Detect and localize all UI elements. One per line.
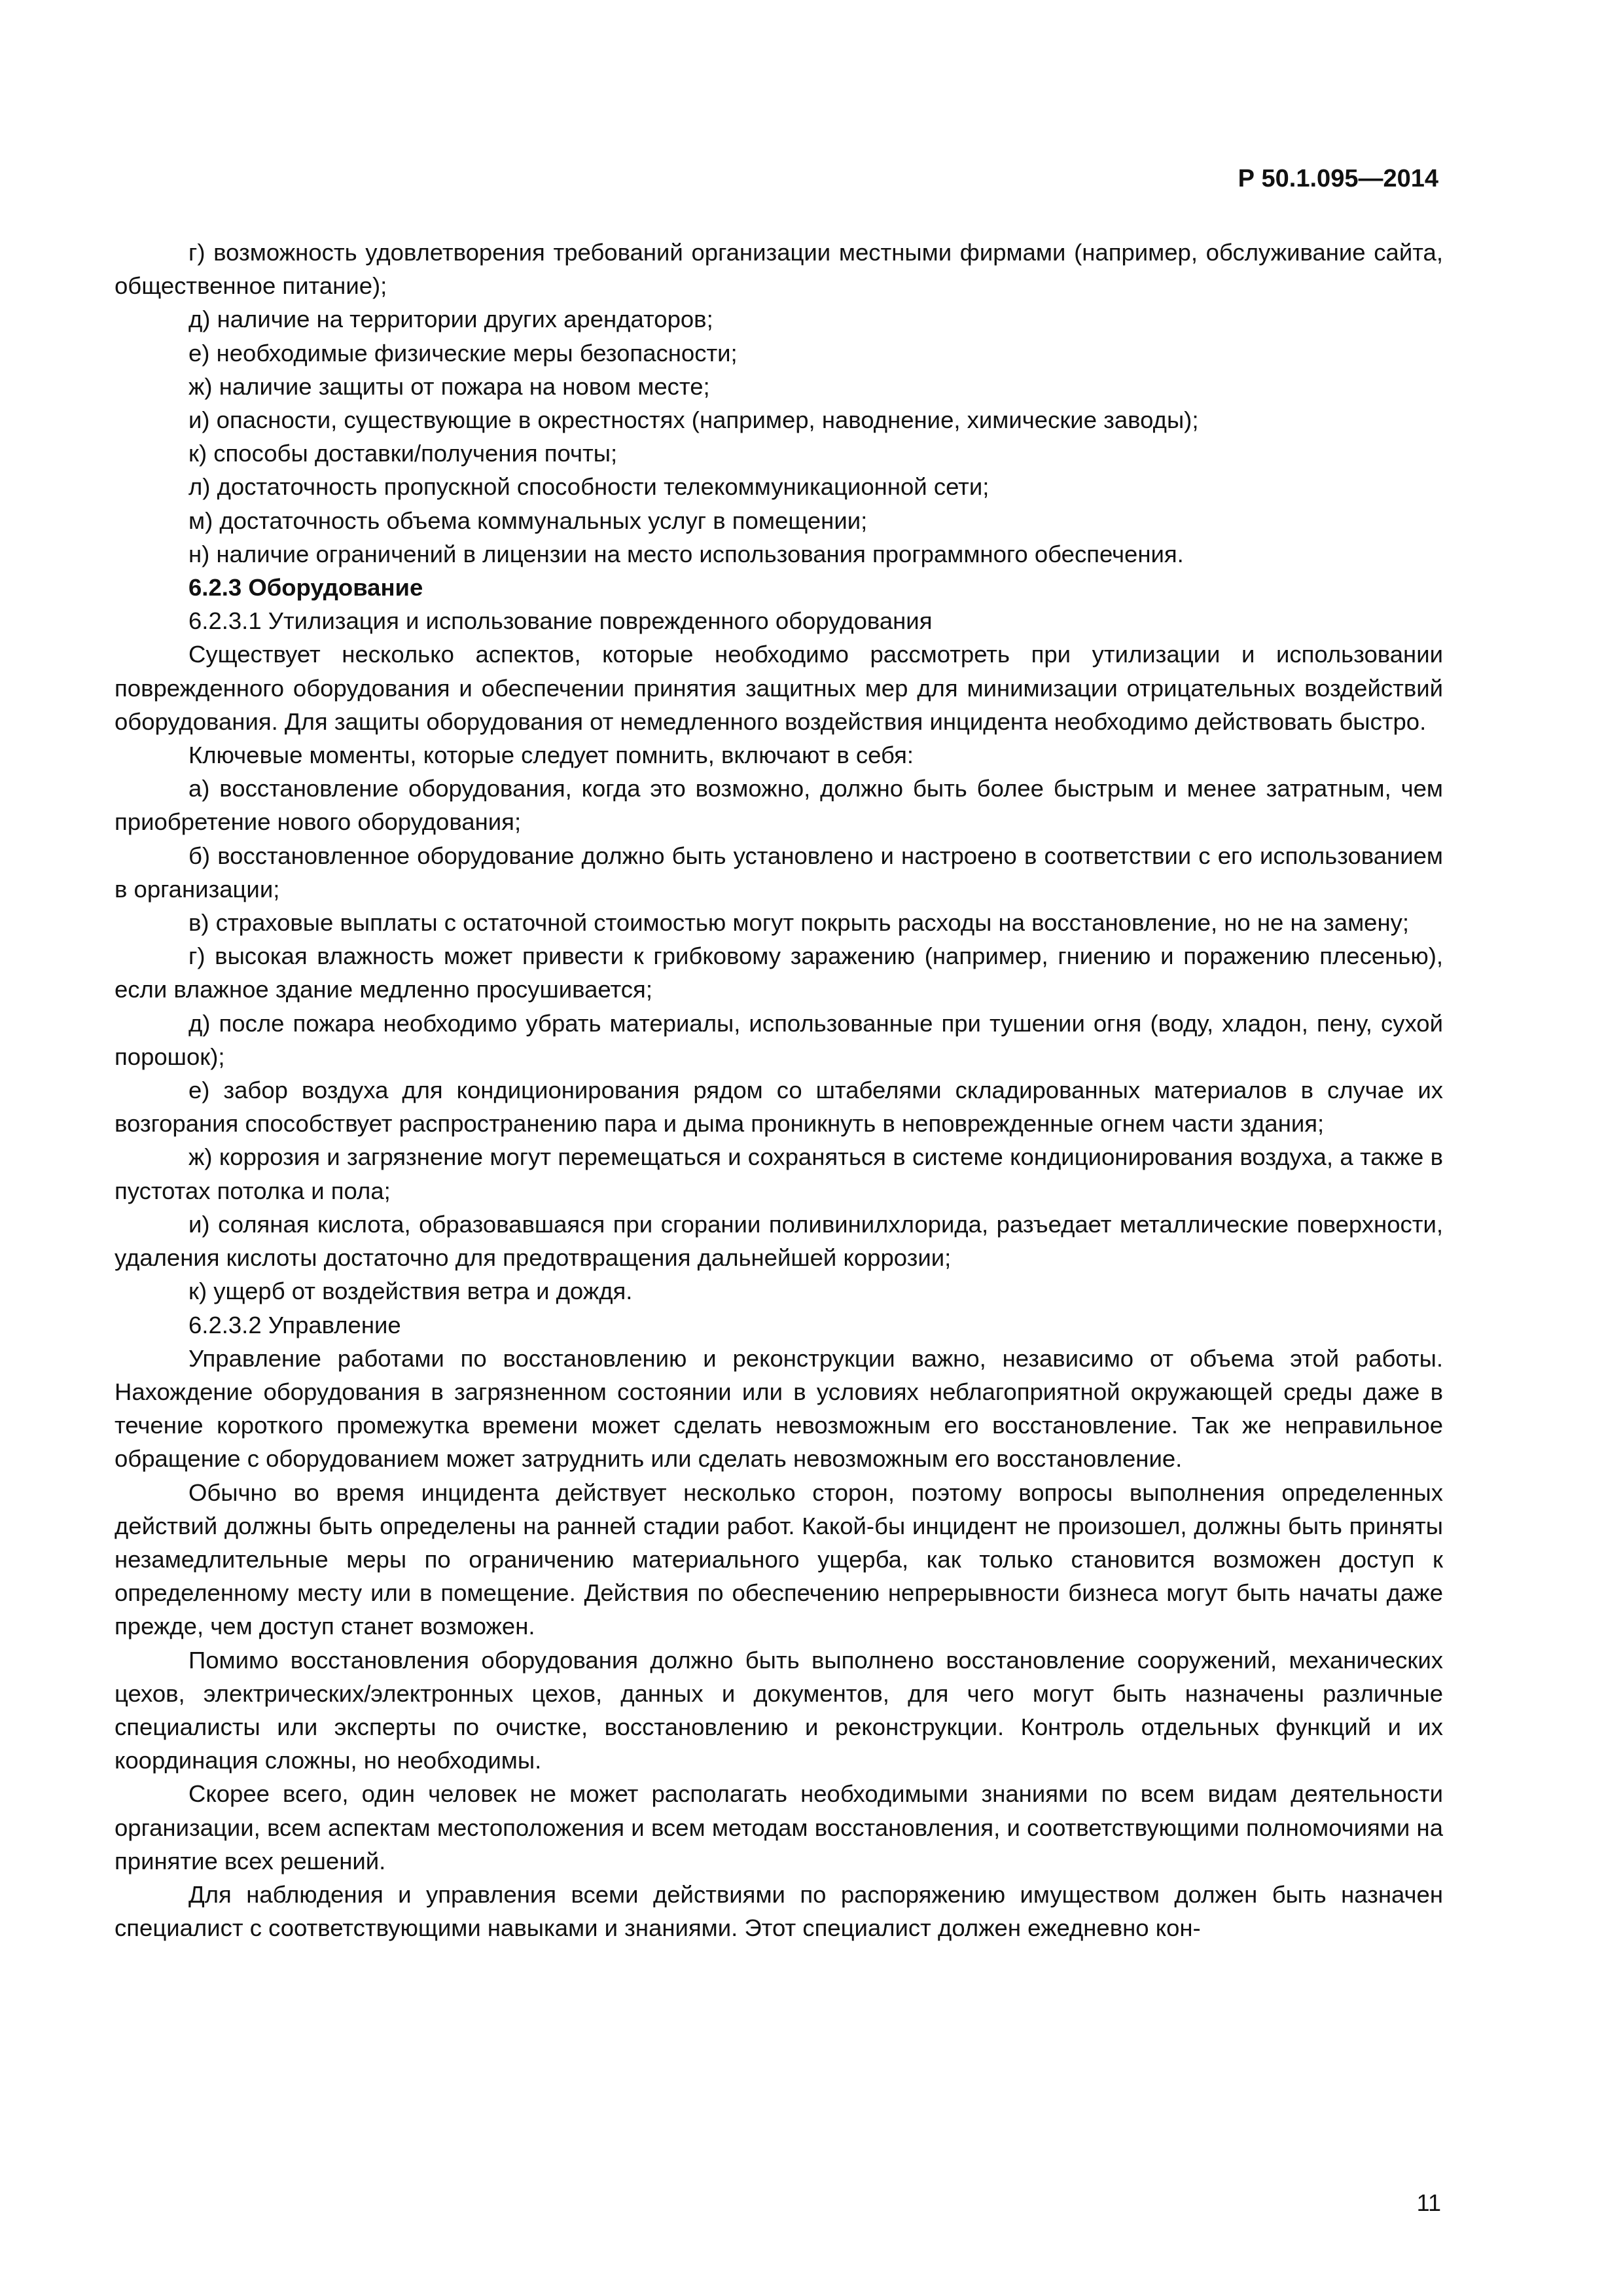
paragraph: в) страховые выплаты с остаточной стоимостью могут покрыть расходы на восстановление, но не на замену; xyxy=(188,909,1410,937)
paragraph: е) необходимые физические меры безопасности; xyxy=(188,339,738,367)
paragraph: н) наличие ограничений в лицензии на место использования программного обеспечения. xyxy=(188,540,1184,567)
paragraph: к) способы доставки/получения почты; xyxy=(188,440,618,467)
document-body xyxy=(115,236,1443,1945)
paragraph: а) восстановление оборудования, когда это возможно, должно быть более быстрым и менее затратным, чем приобретение нового оборудования; xyxy=(115,775,1443,836)
paragraph: Для наблюдения и управления всеми действиями по распоряжению имуществом должен быть назначен специалист с соответствующими навыками и знаниями. Этот специалист должен ежедневно кон- xyxy=(115,1880,1443,1942)
paragraph: л) достаточность пропускной способности телекоммуникационной сети; xyxy=(188,473,990,501)
paragraph: Обычно во время инцидента действует несколько сторон, поэтому вопросы выполнения определенных действий должны быть определены на ранней стадии работ. Какой-бы инцидент не произошел, должны быть приняты незамедлительные меры по ограничению материального ущерба, как только становится возможен доступ к определенному месту или в помещение. Действия по обеспечению непрерывности бизнеса могут быть начаты даже прежде, чем доступ станет возможен. xyxy=(115,1479,1443,1640)
document-code: Р 50.1.095—2014 xyxy=(1238,165,1438,192)
paragraph: Скорее всего, один человек не может располагать необходимыми знаниями по всем видам деятельности организации, всем аспектам местоположения и всем методам восстановления, и соответствующими полномочиями на принятие всех решений. xyxy=(115,1780,1443,1874)
paragraph: и) соляная кислота, образовавшаяся при сгорании поливинилхлорида, разъедает металлические поверхности, удаления кислоты достаточно для предотвращения дальнейшей коррозии; xyxy=(115,1210,1443,1272)
paragraph: ж) коррозия и загрязнение могут перемещаться и сохраняться в системе кондиционирования воздуха, а также в пустотах потолка и пола; xyxy=(115,1143,1443,1204)
paragraph: м) достаточность объема коммунальных услуг в помещении; xyxy=(188,507,868,534)
paragraph: 6.2.3.1 Утилизация и использование поврежденного оборудования xyxy=(188,607,933,635)
paragraph: Существует несколько аспектов, которые необходимо рассмотреть при утилизации и использовании поврежденного оборудования и обеспечении принятия защитных мер для минимизации отрицательных воздействий оборудования. Для защиты оборудования от немедленного воздействия инцидента необходимо действовать быстро. xyxy=(115,641,1443,735)
page-number: 11 xyxy=(1416,2189,1441,2216)
paragraph: к) ущерб от воздействия ветра и дождя. xyxy=(188,1278,633,1305)
paragraph: г) высокая влажность может привести к грибковому заражению (например, гниению и поражению плесенью), если влажное здание медленно просушивается; xyxy=(115,942,1443,1003)
paragraph: и) опасности, существующие в окрестностях (например, наводнение, химические заводы); xyxy=(188,406,1199,434)
paragraph: б) восстановленное оборудование должно быть установлено и настроено в соответствии с его использованием в организации; xyxy=(115,842,1443,903)
paragraph: д) после пожара необходимо убрать материалы, использованные при тушении огня (воду, хладон, пену, сухой порошок); xyxy=(115,1009,1443,1070)
paragraph: е) забор воздуха для кондиционирования рядом со штабелями складированных материалов в случае их возгорания способствует распространению пара и дыма проникнуть в неповрежденные огнем части здания; xyxy=(115,1077,1443,1138)
paragraph: Помимо восстановления оборудования должно быть выполнено восстановление сооружений, механических цехов, электрических/электронных цехов, данных и документов, для чего могут быть назначены различные специалисты или эксперты по очистке, восстановлению и реконструкции. Контроль отдельных функций и их координация сложны, но необходимы. xyxy=(115,1646,1443,1774)
paragraph: г) возможность удовлетворения требований организации местными фирмами (например, обслуживание сайта, общественное питание); xyxy=(115,239,1443,300)
paragraph: ж) наличие защиты от пожара на новом месте; xyxy=(188,372,710,400)
paragraph: Управление работами по восстановлению и реконструкции важно, независимо от объема этой работы. Нахождение оборудования в загрязненном состоянии или в условиях неблагоприятной окружающей среды даже в течение короткого промежутка времени может сделать невозможным его восстановление. Так же неправильное обращение с оборудованием может затруднить или сделать невозможным его восстановление. xyxy=(115,1344,1443,1473)
paragraph: Ключевые моменты, которые следует помнить, включают в себя: xyxy=(188,742,914,769)
paragraph: 6.2.3.2 Управление xyxy=(188,1311,401,1338)
paragraph: д) наличие на территории других арендаторов; xyxy=(188,306,713,333)
section-heading: 6.2.3 Оборудование xyxy=(188,574,423,601)
